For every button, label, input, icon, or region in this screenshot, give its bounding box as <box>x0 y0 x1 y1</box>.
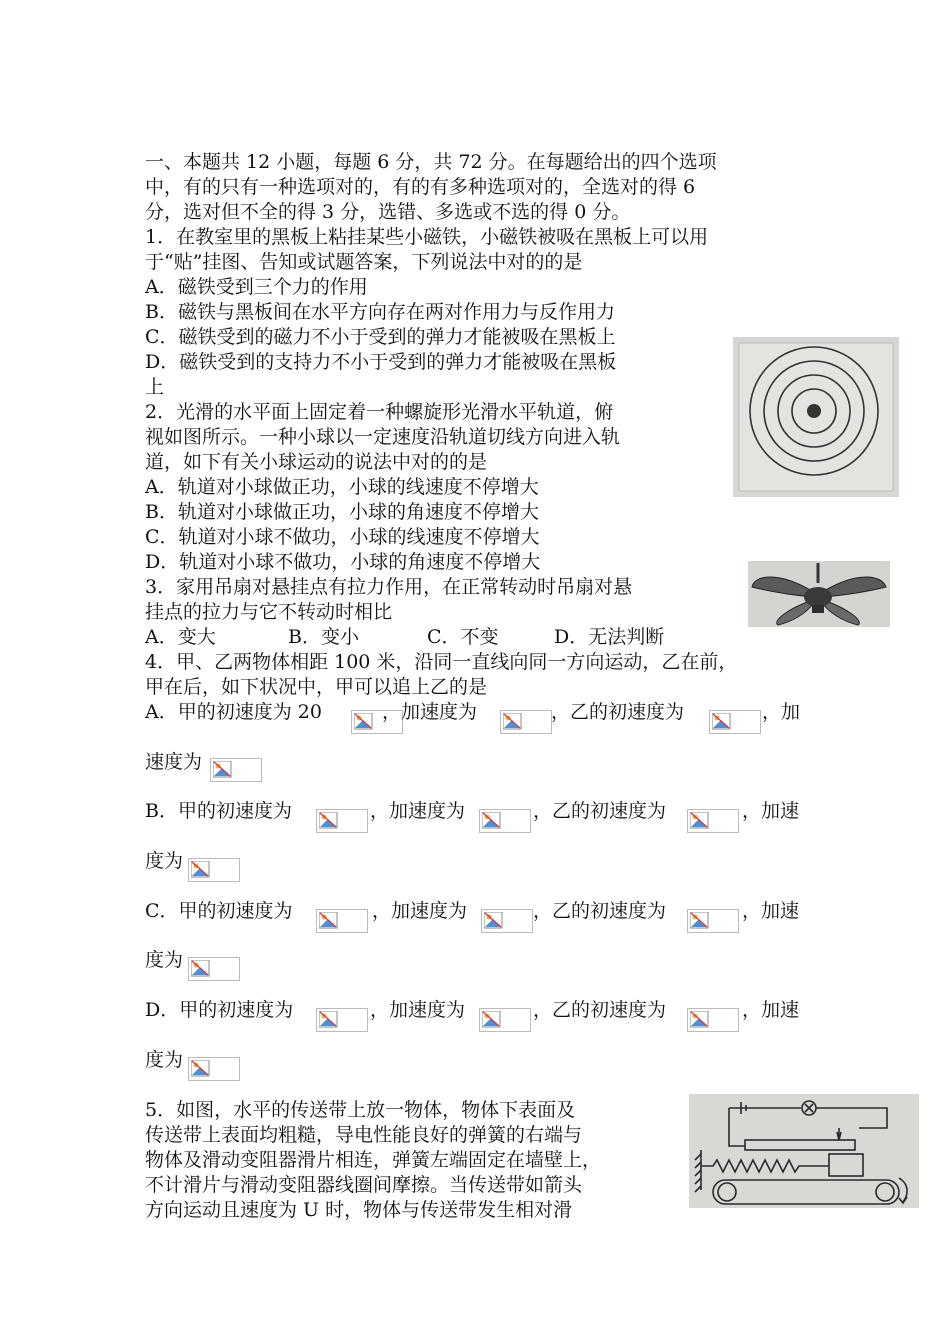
q4-option-a-text-1: A．甲的初速度为 20 <box>145 701 322 723</box>
q4-option-a-text-3: ，乙的初速度为 <box>551 701 685 723</box>
q4-stem-line-1: 4．甲、乙两物体相距 100 米，沿同一直线向同一方向运动，乙在前， <box>145 651 738 673</box>
q3-stem-line-1: 3．家用吊扇对悬挂点有拉力作用，在正常转动时吊扇对悬 <box>145 576 633 598</box>
q1-option-c: C．磁铁受到的磁力不小于受到的弹力才能被吸在黑板上 <box>145 326 616 348</box>
q1-option-d-continued: 上 <box>145 376 165 398</box>
broken-image-icon <box>316 909 368 933</box>
broken-image-icon <box>687 809 739 833</box>
broken-image-icon <box>479 1008 531 1032</box>
q2-option-d: D．轨道对小球不做功，小球的角速度不停增大 <box>145 551 541 573</box>
q2-option-b: B．轨道对小球做正功，小球的角速度不停增大 <box>145 501 539 523</box>
q4-option-d-line-2: 度为 <box>145 1049 184 1071</box>
broken-image-icon <box>687 909 739 933</box>
q2-stem-line-1: 2．光滑的水平面上固定着一种螺旋形光滑水平轨道，俯 <box>145 401 614 423</box>
q4-option-c-text-1: C．甲的初速度为 <box>145 900 293 922</box>
ceiling-fan-figure <box>748 561 890 627</box>
q4-option-b-text-4: ，加速 <box>742 800 800 822</box>
q4-option-d-text-1: D．甲的初速度为 <box>145 999 294 1021</box>
q3-option-c: C．不变 <box>427 626 499 648</box>
q1-stem-line-2: 于“贴”挂图、告知或试题答案，下列说法中对的的是 <box>145 251 583 273</box>
q5-stem-line-2: 传送带上表面均粗糙，导电性能良好的弹簧的右端与 <box>145 1124 583 1146</box>
q4-option-c-line-2: 度为 <box>145 949 184 971</box>
q5-stem-line-4: 不计滑片与滑动变阻器线圈间摩擦。当传送带如箭头 <box>145 1174 583 1196</box>
section-intro-line-3: 分，选对但不全的得 3 分，选错、多选或不选的得 0 分。 <box>145 201 631 223</box>
q4-option-b-text-2: ，加速度为 <box>370 800 466 822</box>
q4-option-a-line-1 <box>145 700 322 725</box>
q1-stem-line-1: 1．在教室里的黑板上粘挂某些小磁铁，小磁铁被吸在黑板上可以用 <box>145 226 709 248</box>
q3-stem-line-2: 挂点的拉力与它不转动时相比 <box>145 601 393 623</box>
section-intro-line-1: 一、本题共 12 小题，每题 6 分，共 72 分。在每题给出的四个选项 <box>145 151 717 173</box>
q4-option-c-text-3: ，乙的初速度为 <box>533 900 667 922</box>
broken-image-icon <box>188 858 240 882</box>
broken-image-icon <box>188 957 240 981</box>
q4-option-c-text-4: ，加速 <box>742 900 800 922</box>
broken-image-icon <box>188 1057 240 1081</box>
q4-option-a-line-2: 速度为 <box>145 751 203 773</box>
q3-option-d: D．无法判断 <box>554 626 665 648</box>
broken-image-icon <box>479 809 531 833</box>
q4-option-b-line-2: 度为 <box>145 850 184 872</box>
conveyor-belt-circuit-figure <box>689 1094 919 1208</box>
broken-image-icon <box>687 1008 739 1032</box>
spiral-track-figure <box>733 337 899 497</box>
q4-stem-line-2: 甲在后，如下状况中，甲可以追上乙的是 <box>145 676 488 698</box>
q4-option-a-text-4: ，加 <box>762 701 801 723</box>
q3-option-a: A．变大 <box>145 626 216 648</box>
q4-option-d-text-2: ，加速度为 <box>370 999 466 1021</box>
broken-image-icon <box>316 809 368 833</box>
q1-option-a: A．磁铁受到三个力的作用 <box>145 276 368 298</box>
q2-option-c: C．轨道对小球不做功，小球的线速度不停增大 <box>145 526 540 548</box>
q5-stem-line-1: 5．如图，水平的传送带上放一物体，物体下表面及 <box>145 1099 576 1121</box>
q2-stem-line-2: 视如图所示。一种小球以一定速度沿轨道切线方向进入轨 <box>145 426 621 448</box>
q5-stem-line-3: 物体及滑动变阻器滑片相连，弹簧左端固定在墙壁上， <box>145 1149 602 1171</box>
q1-option-b: B．磁铁与黑板间在水平方向存在两对作用力与反作用力 <box>145 301 615 323</box>
q1-option-d: D．磁铁受到的支持力不小于受到的弹力才能被吸在黑板 <box>145 351 617 373</box>
q4-option-a-text-2: ，加速度为 <box>382 701 478 723</box>
q2-option-a: A．轨道对小球做正功，小球的线速度不停增大 <box>145 476 539 498</box>
q3-option-b: B．变小 <box>288 626 359 648</box>
q4-option-c-text-2: ，加速度为 <box>372 900 468 922</box>
section-intro-line-2: 中，有的只有一种选项对的，有的有多种选项对的，全选对的得 6 <box>145 176 696 198</box>
q4-option-d-text-3: ，乙的初速度为 <box>533 999 667 1021</box>
broken-image-icon <box>500 710 552 734</box>
broken-image-icon <box>210 758 262 782</box>
broken-image-icon <box>709 710 761 734</box>
broken-image-icon <box>481 909 533 933</box>
broken-image-icon <box>316 1008 368 1032</box>
q4-option-d-text-4: ，加速 <box>742 999 800 1021</box>
q5-stem-line-5: 方向运动且速度为 U 时，物体与传送带发生相对滑 <box>145 1199 573 1221</box>
q2-stem-line-3: 道，如下有关小球运动的说法中对的的是 <box>145 451 488 473</box>
q4-option-b-text-3: ，乙的初速度为 <box>533 800 667 822</box>
q4-option-b-text-1: B．甲的初速度为 <box>145 800 292 822</box>
